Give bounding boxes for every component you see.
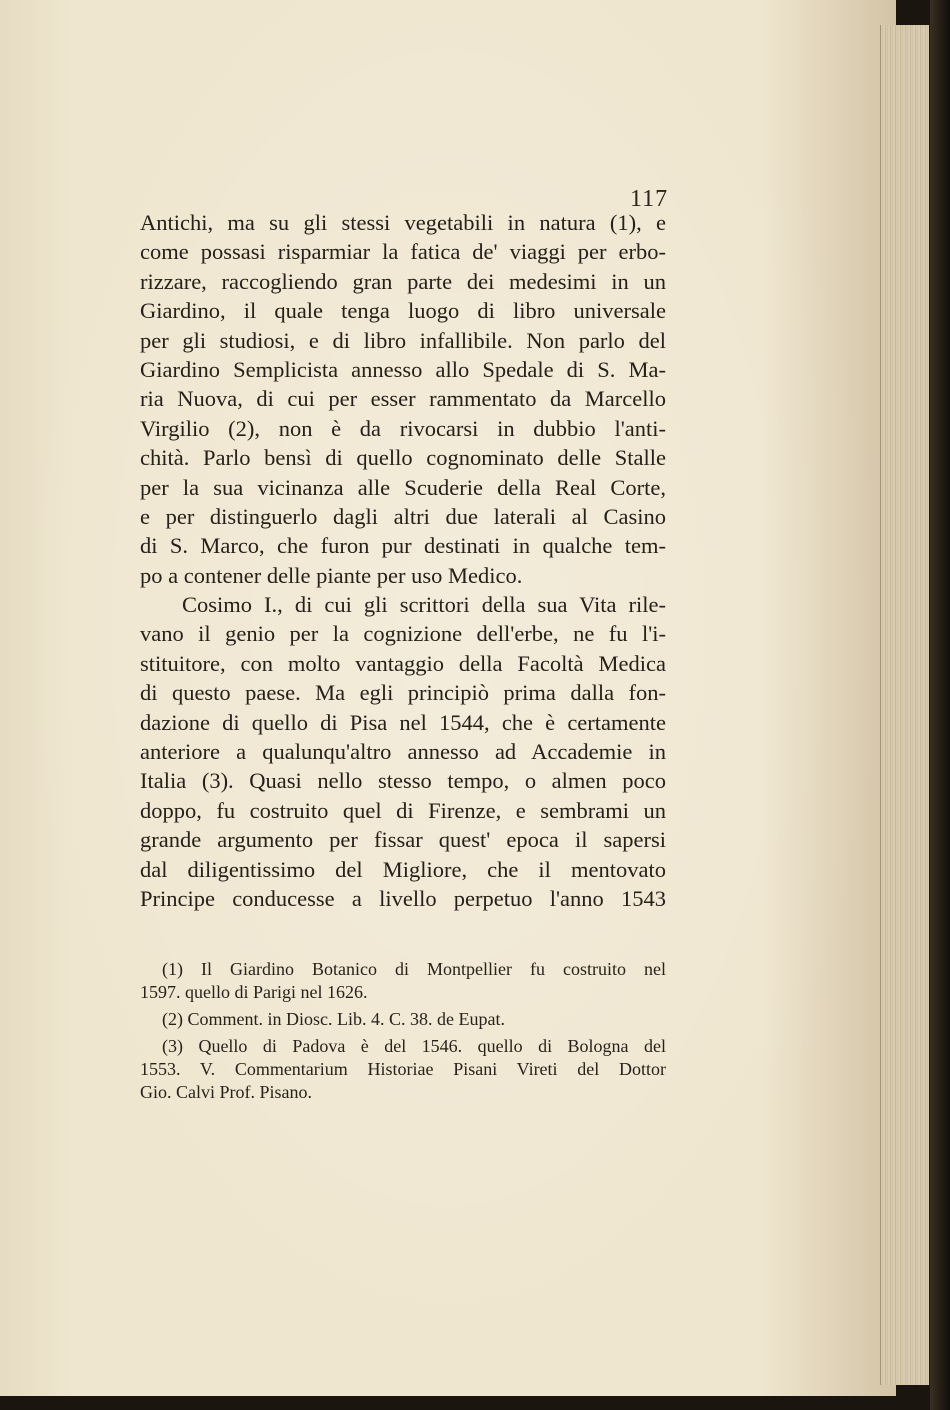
text-line: vano il genio per la cognizione dell'erbe, ne fu l'i- (140, 621, 666, 647)
footnotes (140, 958, 666, 1104)
text-line: rizzare, raccogliendo gran parte dei medesimi in un (140, 268, 666, 294)
text-line: anteriore a qualunqu'altro annesso ad Accademie in (140, 739, 666, 765)
book-edge-shadow (930, 0, 950, 1410)
page-number: 117 (630, 186, 669, 212)
footnote-line: Gio. Calvi Prof. Pisano. (140, 1082, 313, 1102)
text-line: Virgilio (2), non è da rivocarsi in dubbio l'anti- (140, 415, 666, 441)
footnote-line: (2) Comment. in Diosc. Lib. 4. C. 38. de Eupat. (162, 1009, 505, 1029)
text-line: doppo, fu costruito quel di Firenze, e sembrami un (140, 797, 666, 823)
text-line: chità. Parlo bensì di quello cognominato delle Stalle (140, 445, 666, 471)
footnote-line: 1597. quello di Parigi nel 1626. (140, 982, 368, 1002)
text-line: po a contener delle piante per uso Medico. (140, 562, 523, 588)
text-line: e per distinguerlo dagli altri due laterali al Casino (140, 503, 666, 529)
text-line: per la sua vicinanza alle Scuderie della Real Corte, (140, 474, 666, 500)
text-line: dazione di quello di Pisa nel 1544, che è certamente (140, 709, 666, 735)
footnote-line: (3) Quello di Padova è del 1546. quello di Bologna del (162, 1036, 666, 1056)
text-line: per gli studiosi, e di libro infallibile. Non parlo del (140, 327, 666, 353)
text-line: stituitore, con molto vantaggio della Facoltà Medica (140, 650, 666, 676)
text-line: Principe conducesse a livello perpetuo l'anno 1543 (140, 885, 666, 911)
body-text (140, 208, 666, 913)
page-edges (880, 25, 929, 1385)
text-line: Giardino, il quale tenga luogo di libro universale (140, 298, 666, 324)
text-line: dal diligentissimo del Migliore, che il mentovato (140, 856, 666, 882)
text-line: Giardino Semplicista annesso allo Spedale di S. Ma- (140, 356, 666, 382)
footnote-line: 1553. V. Commentarium Historiae Pisani Vireti del Dottor (140, 1059, 666, 1079)
text-line: Italia (3). Quasi nello stesso tempo, o almen poco (140, 768, 666, 794)
text-line: come possasi risparmiar la fatica de' viaggi per erbo- (140, 239, 666, 265)
text-line: Cosimo I., di cui gli scrittori della sua Vita rile- (182, 592, 666, 618)
text-line: ria Nuova, di cui per esser rammentato da Marcello (140, 386, 666, 412)
text-line: di S. Marco, che furon pur destinati in qualche tem- (140, 533, 666, 559)
text-line: Antichi, ma su gli stessi vegetabili in natura (1), e (140, 210, 666, 235)
text-line: grande argumento per fissar quest' epoca il sapersi (140, 827, 666, 853)
text-line: di questo paese. Ma egli principiò prima dalla fon- (140, 680, 666, 706)
footnote-line: (1) Il Giardino Botanico di Montpellier fu costruito nel (162, 959, 666, 979)
